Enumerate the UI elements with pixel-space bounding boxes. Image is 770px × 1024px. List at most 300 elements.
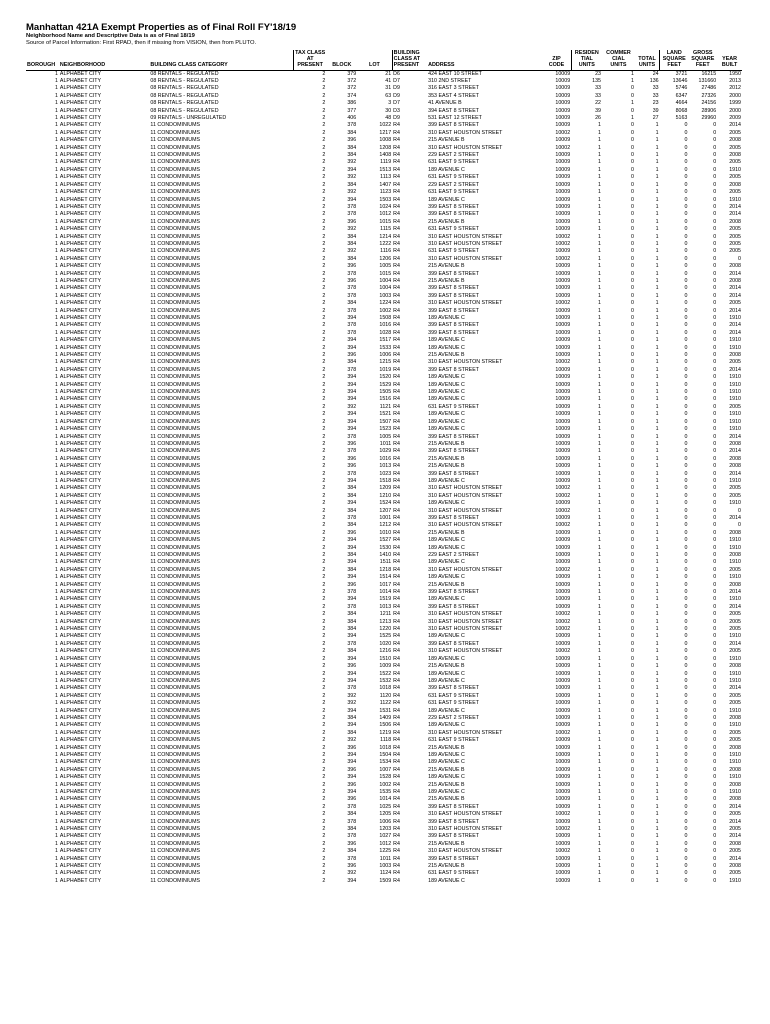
cell-residential-units: 1	[598, 574, 601, 581]
cell-gross-square-feet: 0	[713, 670, 717, 677]
cell-residential-units: 1	[598, 211, 601, 218]
cell-zip-code: 10009	[555, 396, 571, 403]
cell-address: 189 AVENUE C	[428, 789, 465, 796]
cell-commercial-units: 0	[630, 559, 634, 566]
cell-gross-square-feet: 0	[713, 751, 717, 758]
cell-building-class: R4	[393, 448, 400, 455]
cell-building-class-category: 11 CONDOMINIUMS	[150, 722, 201, 729]
cell-neighborhood: ALPHABET CITY	[59, 337, 102, 344]
cell-building-class-category: 11 CONDOMINIUMS	[150, 189, 201, 196]
table-row	[26, 508, 742, 515]
table-row	[26, 241, 742, 248]
cell-block: 384	[347, 181, 357, 188]
cell-neighborhood: ALPHABET CITY	[59, 218, 102, 225]
col-header-borough: BOROUGH	[26, 50, 59, 70]
cell-year-built: 1910	[729, 337, 741, 344]
cell-commercial-units: 0	[630, 581, 634, 588]
cell-borough: 1	[54, 789, 58, 796]
cell-tax-class: 2	[322, 344, 326, 351]
cell-block: 384	[347, 507, 357, 514]
cell-lot: 1511	[379, 559, 392, 566]
cell-building-class: R4	[393, 352, 400, 359]
cell-land-square-feet: 0	[684, 759, 688, 766]
cell-tax-class: 2	[322, 463, 326, 470]
cell-commercial-units: 1	[630, 115, 634, 122]
cell-commercial-units: 0	[630, 803, 634, 810]
cell-zip-code: 10009	[555, 337, 571, 344]
cell-zip-code: 10009	[555, 544, 571, 551]
cell-borough: 1	[54, 840, 58, 847]
col-header-year-line2: BUILT	[721, 62, 738, 69]
cell-building-class-category: 11 CONDOMINIUMS	[150, 329, 201, 336]
cell-building-class-category: 11 CONDOMINIUMS	[150, 626, 201, 633]
cell-residential-units: 1	[598, 344, 601, 351]
cell-commercial-units: 0	[630, 544, 634, 551]
cell-gross-square-feet: 0	[713, 537, 717, 544]
cell-zip-code: 10009	[555, 315, 571, 322]
cell-building-class-category: 11 CONDOMINIUMS	[150, 596, 201, 603]
cell-building-class-category: 11 CONDOMINIUMS	[150, 707, 201, 714]
cell-year-built: 2005	[729, 248, 741, 255]
cell-land-square-feet: 0	[684, 485, 688, 492]
cell-building-class: R4	[393, 211, 400, 218]
cell-neighborhood: ALPHABET CITY	[59, 396, 102, 403]
cell-building-class-category: 11 CONDOMINIUMS	[150, 663, 201, 670]
cell-total-units: 1	[655, 796, 659, 803]
cell-zip-code: 10009	[555, 855, 571, 862]
cell-total-units: 1	[655, 581, 659, 588]
cell-year-built: 1910	[729, 374, 741, 381]
cell-building-class: R4	[393, 759, 400, 766]
cell-block: 392	[347, 870, 357, 877]
cell-commercial-units: 0	[630, 811, 634, 818]
cell-zip-code: 10009	[555, 137, 571, 144]
cell-neighborhood: ALPHABET CITY	[59, 92, 102, 99]
cell-lot: 1119	[380, 159, 392, 166]
report-header	[26, 22, 296, 47]
cell-borough: 1	[54, 300, 58, 307]
cell-commercial-units: 0	[630, 774, 634, 781]
cell-zip-code: 10009	[555, 418, 571, 425]
cell-total-units: 1	[655, 455, 659, 462]
cell-address: 399 EAST 8 STREET	[428, 433, 479, 440]
cell-gross-square-feet: 0	[713, 492, 717, 499]
cell-borough: 1	[54, 433, 58, 440]
cell-commercial-units: 0	[630, 707, 634, 714]
cell-lot: 1535	[379, 789, 392, 796]
cell-residential-units: 1	[598, 166, 601, 173]
cell-tax-class: 2	[322, 255, 326, 262]
cell-year-built: 2005	[729, 485, 741, 492]
cell-year-built: 2008	[729, 663, 741, 670]
table-row	[26, 678, 742, 685]
cell-commercial-units: 0	[630, 692, 634, 699]
cell-building-class-category: 11 CONDOMINIUMS	[150, 677, 201, 684]
cell-building-class-category: 11 CONDOMINIUMS	[150, 522, 201, 529]
cell-year-built: 1910	[729, 574, 741, 581]
cell-gross-square-feet: 0	[713, 611, 717, 618]
cell-total-units: 1	[655, 129, 659, 136]
cell-borough: 1	[54, 870, 58, 877]
cell-residential-units: 1	[598, 581, 601, 588]
cell-block: 394	[347, 596, 357, 603]
cell-block: 374	[347, 92, 357, 99]
cell-block: 379	[347, 70, 357, 77]
cell-lot: 1016	[379, 322, 392, 329]
cell-tax-class: 2	[322, 174, 326, 181]
table-row	[26, 426, 742, 433]
cell-commercial-units: 0	[630, 514, 634, 521]
table-row	[26, 108, 742, 115]
cell-borough: 1	[54, 581, 58, 588]
cell-commercial-units: 0	[630, 618, 634, 625]
cell-lot: 1207	[379, 507, 392, 514]
cell-residential-units: 1	[598, 463, 601, 470]
cell-block: 384	[347, 152, 357, 159]
cell-residential-units: 1	[598, 663, 601, 670]
cell-neighborhood: ALPHABET CITY	[59, 522, 102, 529]
col-header-address: ADDRESS	[427, 50, 542, 70]
cell-address: 189 AVENUE C	[428, 477, 465, 484]
table-row	[26, 878, 742, 885]
cell-tax-class: 2	[322, 559, 326, 566]
cell-total-units: 1	[655, 648, 659, 655]
cell-address: 229 EAST 2 STREET	[428, 552, 479, 559]
table-row	[26, 552, 742, 559]
cell-year-built: 1910	[729, 196, 741, 203]
cell-year-built: 1910	[729, 315, 741, 322]
cell-tax-class: 2	[322, 670, 326, 677]
cell-residential-units: 33	[595, 92, 601, 99]
cell-borough: 1	[54, 315, 58, 322]
cell-commercial-units: 0	[630, 285, 634, 292]
table-row	[26, 359, 742, 366]
cell-building-class: D9	[393, 92, 400, 99]
cell-address: 310 EAST HOUSTON STREET	[428, 566, 503, 573]
cell-land-square-feet: 8068	[675, 107, 688, 114]
cell-zip-code: 10009	[555, 877, 571, 884]
cell-year-built: 2005	[729, 611, 741, 618]
cell-borough: 1	[54, 366, 58, 373]
cell-block: 394	[347, 707, 357, 714]
cell-total-units: 1	[655, 566, 659, 573]
cell-building-class-category: 11 CONDOMINIUMS	[150, 418, 201, 425]
cell-address: 215 AVENUE B	[428, 781, 465, 788]
cell-building-class: R4	[393, 848, 400, 855]
cell-land-square-feet: 0	[684, 240, 688, 247]
cell-zip-code: 10009	[555, 574, 571, 581]
cell-tax-class: 2	[322, 270, 326, 277]
cell-commercial-units: 0	[630, 411, 634, 418]
cell-neighborhood: ALPHABET CITY	[59, 492, 102, 499]
cell-total-units: 27	[652, 115, 659, 122]
cell-neighborhood: ALPHABET CITY	[59, 240, 102, 247]
cell-address: 189 AVENUE C	[428, 426, 465, 433]
cell-borough: 1	[54, 633, 58, 640]
cell-neighborhood: ALPHABET CITY	[59, 803, 102, 810]
cell-lot: 1020	[379, 640, 392, 647]
cell-gross-square-feet: 0	[713, 196, 717, 203]
cell-tax-class: 2	[322, 389, 326, 396]
cell-address: 399 EAST 8 STREET	[428, 470, 479, 477]
cell-year-built: 1910	[729, 389, 741, 396]
cell-total-units: 1	[655, 766, 659, 773]
cell-building-class-category: 11 CONDOMINIUMS	[150, 129, 201, 136]
cell-address: 215 AVENUE B	[428, 263, 465, 270]
cell-building-class-category: 11 CONDOMINIUMS	[150, 426, 201, 433]
cell-land-square-feet: 0	[684, 315, 688, 322]
cell-lot: 1013	[379, 603, 392, 610]
cell-year-built: 2005	[729, 189, 741, 196]
cell-block: 394	[347, 166, 357, 173]
cell-commercial-units: 0	[630, 633, 634, 640]
cell-residential-units: 1	[598, 848, 601, 855]
cell-building-class: R4	[393, 337, 400, 344]
cell-borough: 1	[54, 566, 58, 573]
cell-residential-units: 1	[598, 418, 601, 425]
cell-building-class-category: 11 CONDOMINIUMS	[150, 203, 201, 210]
cell-land-square-feet: 0	[684, 640, 688, 647]
cell-year-built: 2008	[729, 440, 741, 447]
cell-gross-square-feet: 0	[713, 722, 717, 729]
cell-lot: 1506	[379, 722, 392, 729]
cell-year-built: 2005	[729, 240, 741, 247]
cell-tax-class: 2	[322, 366, 326, 373]
cell-gross-square-feet: 0	[713, 344, 717, 351]
cell-land-square-feet: 0	[684, 833, 688, 840]
cell-address: 189 AVENUE C	[428, 396, 465, 403]
cell-land-square-feet: 0	[684, 552, 688, 559]
cell-year-built: 2014	[729, 448, 741, 455]
cell-zip-code: 10009	[555, 500, 571, 507]
table-row	[26, 115, 742, 122]
cell-building-class-category: 11 CONDOMINIUMS	[150, 485, 201, 492]
cell-neighborhood: ALPHABET CITY	[59, 766, 102, 773]
cell-commercial-units: 0	[630, 463, 634, 470]
table-row	[26, 330, 742, 337]
cell-year-built: 2000	[729, 92, 741, 99]
cell-building-class: R4	[393, 381, 400, 388]
cell-neighborhood: ALPHABET CITY	[59, 174, 102, 181]
cell-residential-units: 1	[598, 189, 601, 196]
cell-building-class: R4	[393, 603, 400, 610]
cell-residential-units: 1	[598, 596, 601, 603]
cell-lot: 1213	[379, 618, 392, 625]
table-row	[26, 174, 742, 181]
cell-address: 189 AVENUE C	[428, 759, 465, 766]
cell-year-built: 1910	[729, 381, 741, 388]
cell-total-units: 1	[655, 359, 659, 366]
cell-zip-code: 10009	[555, 759, 571, 766]
cell-tax-class: 2	[322, 137, 326, 144]
cell-year-built: 2005	[729, 826, 741, 833]
cell-neighborhood: ALPHABET CITY	[59, 470, 102, 477]
cell-residential-units: 1	[598, 655, 601, 662]
cell-total-units: 1	[655, 559, 659, 566]
cell-year-built: 1910	[729, 670, 741, 677]
cell-land-square-feet: 0	[684, 655, 688, 662]
table-row	[26, 848, 742, 855]
cell-block: 394	[347, 500, 357, 507]
cell-gross-square-feet: 0	[713, 663, 717, 670]
cell-total-units: 1	[655, 226, 659, 233]
cell-neighborhood: ALPHABET CITY	[59, 455, 102, 462]
cell-land-square-feet: 0	[684, 774, 688, 781]
cell-residential-units: 1	[598, 618, 601, 625]
cell-year-built: 1910	[729, 477, 741, 484]
cell-gross-square-feet: 0	[713, 640, 717, 647]
cell-total-units: 1	[655, 729, 659, 736]
table-row	[26, 300, 742, 307]
cell-total-units: 1	[655, 618, 659, 625]
cell-address: 310 EAST HOUSTON STREET	[428, 648, 503, 655]
cell-block: 406	[347, 115, 357, 122]
table-row	[26, 382, 742, 389]
cell-neighborhood: ALPHABET CITY	[59, 203, 102, 210]
cell-total-units: 1	[655, 211, 659, 218]
cell-lot: 1505	[379, 389, 392, 396]
cell-neighborhood: ALPHABET CITY	[59, 300, 102, 307]
cell-borough: 1	[54, 751, 58, 758]
cell-total-units: 1	[655, 137, 659, 144]
cell-borough: 1	[54, 626, 58, 633]
cell-neighborhood: ALPHABET CITY	[59, 389, 102, 396]
cell-total-units: 1	[655, 759, 659, 766]
cell-commercial-units: 0	[630, 870, 634, 877]
cell-block: 396	[347, 781, 357, 788]
cell-building-class: R4	[393, 277, 400, 284]
cell-residential-units: 1	[598, 670, 601, 677]
cell-gross-square-feet: 0	[713, 514, 717, 521]
cell-land-square-feet: 3721	[675, 70, 688, 77]
cell-block: 392	[347, 692, 357, 699]
cell-year-built: 2005	[729, 737, 741, 744]
cell-borough: 1	[54, 403, 58, 410]
cell-address: 399 EAST 8 STREET	[428, 833, 479, 840]
cell-lot: 1215	[379, 359, 392, 366]
cell-building-class: R4	[393, 174, 400, 181]
table-row	[26, 722, 742, 729]
cell-building-class: R4	[393, 122, 400, 129]
cell-commercial-units: 0	[630, 737, 634, 744]
cell-building-class: R4	[393, 470, 400, 477]
cell-building-class: R4	[393, 522, 400, 529]
cell-residential-units: 1	[598, 285, 601, 292]
cell-land-square-feet: 0	[684, 411, 688, 418]
cell-commercial-units: 0	[630, 418, 634, 425]
cell-building-class-category: 11 CONDOMINIUMS	[150, 477, 201, 484]
cell-year-built: 1910	[729, 537, 741, 544]
table-row	[26, 782, 742, 789]
cell-zip-code: 10009	[555, 677, 571, 684]
cell-zip-code: 10009	[555, 85, 571, 92]
cell-residential-units: 1	[598, 522, 601, 529]
cell-zip-code: 10009	[555, 152, 571, 159]
cell-neighborhood: ALPHABET CITY	[59, 707, 102, 714]
cell-year-built: 1910	[729, 759, 741, 766]
table-row	[26, 345, 742, 352]
table-row	[26, 656, 742, 663]
cell-land-square-feet: 0	[684, 211, 688, 218]
table-row	[26, 767, 742, 774]
cell-total-units: 1	[655, 596, 659, 603]
cell-block: 392	[347, 226, 357, 233]
cell-year-built: 2014	[729, 366, 741, 373]
cell-neighborhood: ALPHABET CITY	[59, 714, 102, 721]
cell-year-built: 1910	[729, 633, 741, 640]
cell-total-units: 1	[655, 381, 659, 388]
cell-tax-class: 2	[322, 611, 326, 618]
cell-land-square-feet: 0	[684, 248, 688, 255]
cell-lot: 1522	[379, 670, 392, 677]
cell-tax-class: 2	[322, 285, 326, 292]
cell-zip-code: 10009	[555, 833, 571, 840]
cell-tax-class: 2	[322, 218, 326, 225]
cell-neighborhood: ALPHABET CITY	[59, 670, 102, 677]
cell-neighborhood: ALPHABET CITY	[59, 618, 102, 625]
cell-block: 394	[347, 418, 357, 425]
cell-residential-units: 1	[598, 529, 601, 536]
cell-residential-units: 1	[598, 226, 601, 233]
cell-year-built: 2008	[729, 863, 741, 870]
cell-year-built: 2008	[729, 455, 741, 462]
cell-tax-class: 2	[322, 300, 326, 307]
cell-borough: 1	[54, 396, 58, 403]
cell-zip-code: 10002	[555, 611, 571, 618]
cell-building-class: R4	[393, 552, 400, 559]
cell-gross-square-feet: 0	[713, 648, 717, 655]
cell-zip-code: 10009	[555, 670, 571, 677]
cell-residential-units: 1	[598, 315, 601, 322]
cell-address: 229 EAST 2 STREET	[428, 152, 479, 159]
cell-commercial-units: 0	[630, 144, 634, 151]
cell-building-class: R4	[393, 307, 400, 314]
cell-lot: 1124	[379, 870, 392, 877]
table-row	[26, 122, 742, 129]
cell-land-square-feet: 0	[684, 166, 688, 173]
cell-block: 386	[347, 100, 357, 107]
cell-commercial-units: 0	[630, 500, 634, 507]
cell-residential-units: 1	[598, 811, 601, 818]
cell-lot: 1507	[379, 418, 392, 425]
cell-lot: 31	[385, 85, 392, 92]
cell-lot: 1001	[379, 514, 392, 521]
cell-zip-code: 10009	[555, 537, 571, 544]
cell-year-built: 1910	[729, 877, 741, 884]
cell-block: 396	[347, 529, 357, 536]
cell-land-square-feet: 0	[684, 270, 688, 277]
cell-neighborhood: ALPHABET CITY	[59, 196, 102, 203]
cell-building-class-category: 11 CONDOMINIUMS	[150, 226, 201, 233]
cell-residential-units: 1	[598, 300, 601, 307]
cell-building-class-category: 11 CONDOMINIUMS	[150, 655, 201, 662]
cell-gross-square-feet: 0	[713, 603, 717, 610]
cell-building-class: D3	[393, 107, 400, 114]
cell-borough: 1	[54, 92, 58, 99]
cell-block: 394	[347, 337, 357, 344]
table-row	[26, 819, 742, 826]
cell-gross-square-feet: 0	[713, 774, 717, 781]
table-row	[26, 582, 742, 589]
cell-land-square-feet: 0	[684, 152, 688, 159]
cell-gross-square-feet: 0	[713, 329, 717, 336]
cell-building-class-category: 11 CONDOMINIUMS	[150, 514, 201, 521]
cell-building-class-category: 11 CONDOMINIUMS	[150, 263, 201, 270]
cell-year-built: 0	[738, 507, 741, 514]
cell-neighborhood: ALPHABET CITY	[59, 529, 102, 536]
cell-lot: 1532	[379, 677, 392, 684]
cell-address: 189 AVENUE C	[428, 877, 465, 884]
